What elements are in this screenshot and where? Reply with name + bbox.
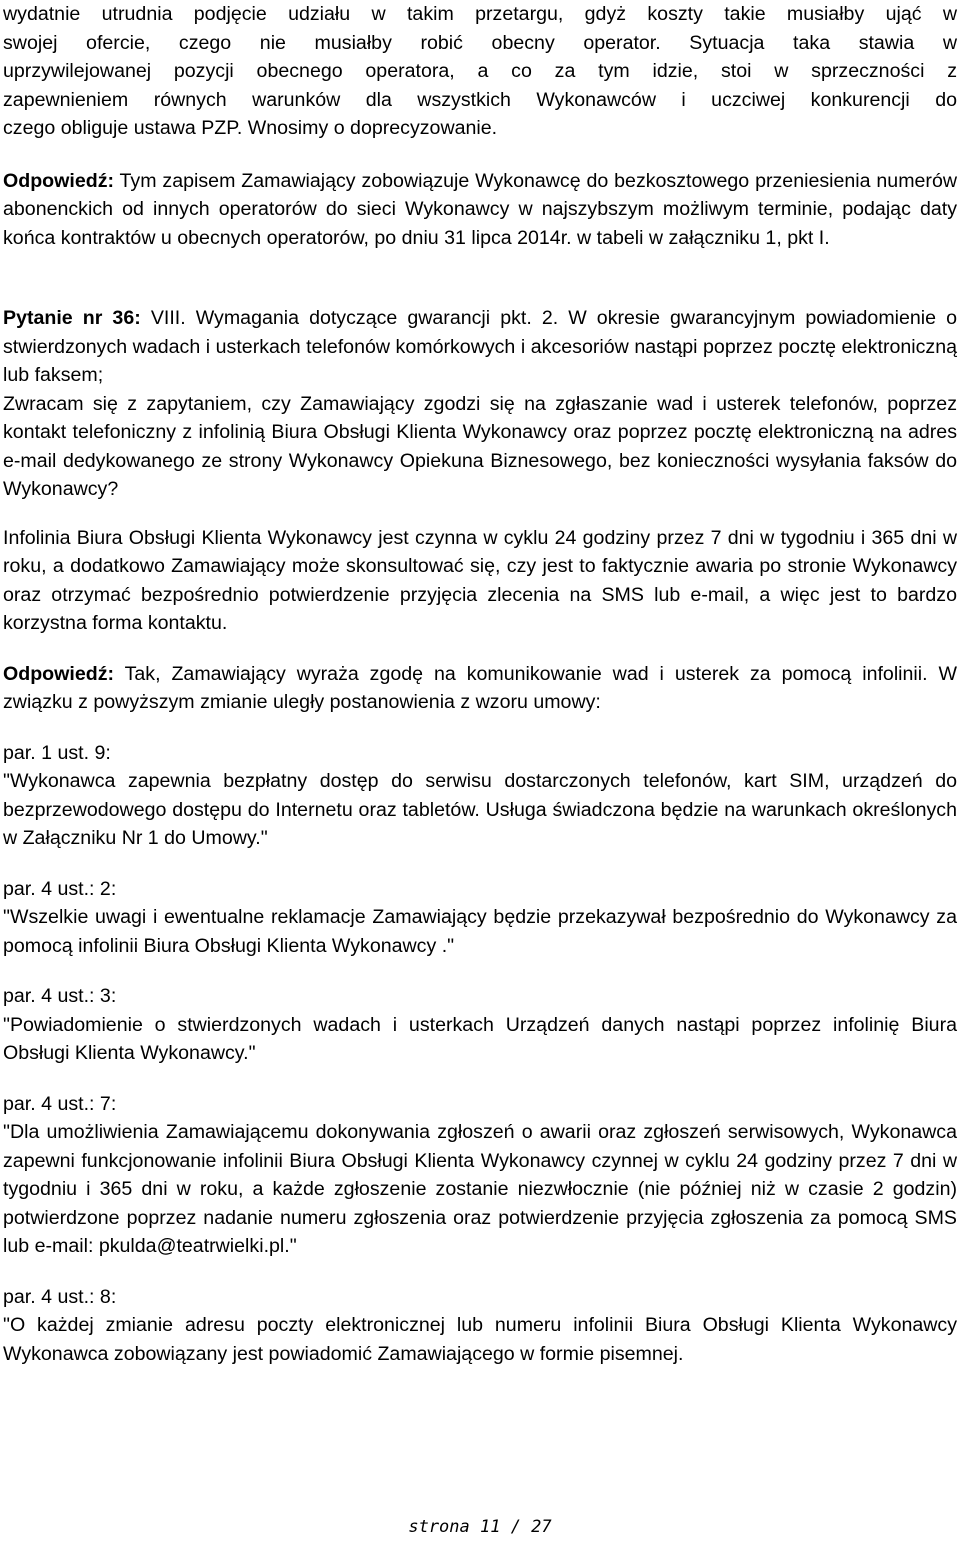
clause-block [3,982,957,1068]
paragraph-line: swojej ofercie, czego nie musiałby robić obecny operator. Sytuacja taka stawia w [3,31,957,54]
clause-block [3,1283,957,1369]
clause-text: "Wszelkie uwagi i ewentualne reklamacje Zamawiający będzie przekazywał bezpośrednio do Wykonawcy za pomocą infolinii Biura Obsługi Klienta Wykonawcy ." [3,906,957,957]
question-label: Pytanie nr 36: [3,307,141,329]
clause-text: "Dla umożliwienia Zamawiającemu dokonywania zgłoszeń o awarii oraz zgłoszeń serwisowych, Wykonawca zapewni funkcjonowanie infolinii Biura Obsługi Klienta Wykonawcy czynnej w cyklu 24 godziny przez 7 dni w tygodniu i 365 dni w roku, a każde zgłoszenie zostanie niezwłocznie (nie później niż w czasie 2 godzin) potwierdzone poprzez nadanie numeru zgłoszenia oraz potwierdzenie przyjęcia zgłoszenia za pomocą SMS lub e-mail: pkulda@teatrwielki.pl." [3,1121,957,1257]
question-text: VIII. Wymagania dotyczące gwarancji pkt. 2. W okresie gwarancyjnym powiadomienie o stwierdzonych wadach i usterkach telefonów komórkowych i akcesoriów nastąpi poprzez pocztę elektroniczną lub faksem; [3,307,957,386]
answer-label: Odpowiedź: [3,662,115,685]
clause-text: "O każdej zmianie adresu poczty elektronicznej lub numeru infolinii Biura Obsługi Klienta Wykonawcy Wykonawca zobowiązany jest powiadomić Zamawiającego w formie pisemnej. [3,1314,957,1365]
answer-35-paragraph [3,167,957,253]
question-36-paragraph [3,304,957,390]
continued-paragraph [3,0,957,143]
clause-text: "Powiadomienie o stwierdzonych wadach i usterkach Urządzeń danych nastąpi poprzez infolinię Biura Obsługi Klienta Wykonawcy." [3,1013,957,1064]
paragraph-line: czego obliguje ustawa PZP. Wnosimy o doprecyzowanie. [3,117,498,139]
document-page [3,0,957,1368]
paragraph-line: zapewnieniem równych warunków dla wszystkich Wykonawców i uczciwej konkurencji do [3,88,957,111]
paragraph-line: wydatnie utrudnia podjęcie udziału w takim przetargu, gdyż koszty takie musiałby ująć w [3,3,957,25]
clause-heading: par. 4 ust.: 3: [3,985,117,1007]
clause-heading: par. 4 ust.: 2: [3,877,117,900]
clause-heading: par. 1 ust. 9: [3,741,111,764]
answer-text: Tak, Zamawiający wyraża zgodę na komunikowanie wad i usterek za pomocą infolinii. W związku z powyższym zmianie uległy postanowienia z wzoru umowy: [3,662,957,713]
clause-block [3,875,957,961]
answer-text: Tym zapisem Zamawiający zobowiązuje Wykonawcę do bezkosztowego przeniesienia numerów abonenckich od innych operatorów do sieci Wykonawcy w najszybszym możliwym terminie, podając daty końca kontraktów u obecnych operatorów, po dniu 31 lipca 2014r. w tabeli w załączniku 1, pkt I. [3,169,957,249]
answer-label: Odpowiedź: [3,169,115,192]
paragraph-line: uprzywilejowanej pozycji obecnego operatora, a co za tym idzie, stoi w sprzeczności z [3,60,957,82]
question-36-inquiry: Zwracam się z zapytaniem, czy Zamawiający zgodzi się na zgłaszanie wad i usterek telefonów, poprzez kontakt telefoniczny z infolinią Biura Obsługi Klienta Wykonawcy oraz poprzez pocztę elektroniczną na adres e-mail dedykowanego ze strony Wykonawcy Opiekuna Biznesowego, bez konieczności wysyłania faksów do Wykonawcy? [3,392,957,500]
clause-heading: par. 4 ust.: 7: [3,1092,117,1115]
page-number-footer: strona 11 / 27 [408,1517,552,1537]
clause-block [3,1090,957,1261]
clause-text: "Wykonawca zapewnia bezpłatny dostęp do serwisu dostarczonych telefonów, kart SIM, urządzeń do bezprzewodowego dostępu do Internetu oraz tabletów. Usługa świadczona będzie na warunkach określonych w Załączniku Nr 1 do Umowy." [3,770,957,849]
clause-block [3,739,957,853]
question-36-justification: Infolinia Biura Obsługi Klienta Wykonawcy jest czynna w cyklu 24 godziny przez 7 dni w tygodniu i 365 dni w roku, a dodatkowo Zamawiający może skonsultować się, czy jest to faktycznie awaria po stronie Wykonawcy oraz otrzymać bezpośrednio potwierdzenie przyjęcia zlecenia na SMS lub e-mail, a więc jest to bardzo korzystna forma kontaktu. [3,526,957,634]
clause-heading: par. 4 ust.: 8: [3,1285,117,1308]
answer-36-paragraph [3,660,957,717]
